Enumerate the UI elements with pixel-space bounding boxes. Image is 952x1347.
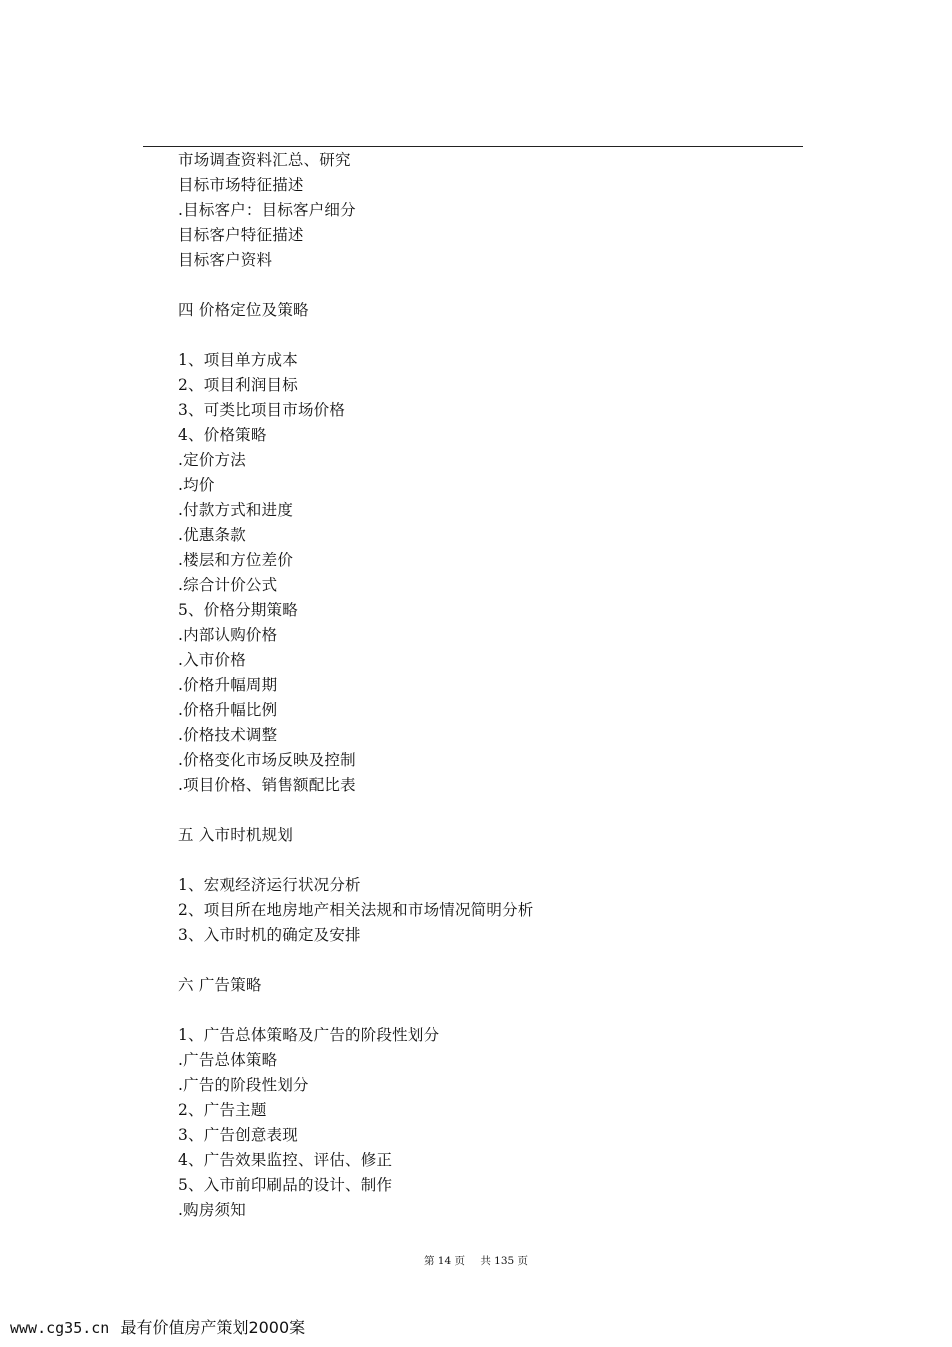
- blank-line: [178, 273, 798, 298]
- document-line: .价格升幅比例: [178, 701, 278, 719]
- site-watermark: [10, 1316, 305, 1340]
- document-line: 1、宏观经济运行状况分析: [178, 876, 361, 894]
- document-line: 1、项目单方成本: [178, 351, 298, 369]
- document-line: 市场调查资料汇总、研究: [178, 151, 351, 169]
- document-line: 目标市场特征描述: [178, 176, 304, 194]
- blank-line: [178, 323, 798, 348]
- document-line: 目标客户资料: [178, 251, 273, 269]
- document-line: 五 入市时机规划: [178, 826, 294, 844]
- watermark-url: www.cg35.cn: [10, 1319, 110, 1337]
- document-line: .广告总体策略: [178, 1051, 278, 1069]
- document-line: .价格升幅周期: [178, 676, 278, 694]
- document-line: .目标客户：目标客户细分: [178, 201, 356, 219]
- page-footer: [0, 1254, 952, 1268]
- page-number: 第 14 页: [423, 1255, 465, 1267]
- document-line: .内部认购价格: [178, 626, 278, 644]
- document-line: 2、广告主题: [178, 1101, 267, 1119]
- document-line: 3、广告创意表现: [178, 1126, 298, 1144]
- document-line: 4、价格策略: [178, 426, 267, 444]
- document-line: .价格变化市场反映及控制: [178, 751, 356, 769]
- document-line: .价格技术调整: [178, 726, 278, 744]
- blank-line: [178, 998, 798, 1023]
- document-line: 2、项目利润目标: [178, 376, 298, 394]
- document-line: 四 价格定位及策略: [178, 301, 309, 319]
- document-line: .项目价格、销售额配比表: [178, 776, 356, 794]
- blank-line: [178, 798, 798, 823]
- document-line: 5、入市前印刷品的设计、制作: [178, 1176, 393, 1194]
- document-line: .定价方法: [178, 451, 246, 469]
- page-total: 共 135 页: [480, 1255, 529, 1267]
- document-line: .楼层和方位差价: [178, 551, 294, 569]
- document-line: 5、价格分期策略: [178, 601, 298, 619]
- document-line: .购房须知: [178, 1201, 246, 1219]
- blank-line: [178, 848, 798, 873]
- document-line: 六 广告策略: [178, 976, 262, 994]
- document-line: 3、可类比项目市场价格: [178, 401, 346, 419]
- blank-line: [178, 948, 798, 973]
- document-line: .均价: [178, 476, 215, 494]
- document-line: 3、入市时机的确定及安排: [178, 926, 361, 944]
- document-line: 1、广告总体策略及广告的阶段性划分: [178, 1026, 440, 1044]
- document-line: .综合计价公式: [178, 576, 278, 594]
- header-divider: [143, 146, 803, 147]
- watermark-slogan: 最有价值房产策划2000案: [120, 1318, 306, 1337]
- document-line: 4、广告效果监控、评估、修正: [178, 1151, 393, 1169]
- document-body: [178, 148, 798, 1223]
- document-line: .入市价格: [178, 651, 246, 669]
- document-line: 2、项目所在地房地产相关法规和市场情况简明分析: [178, 901, 534, 919]
- document-line: 目标客户特征描述: [178, 226, 304, 244]
- document-line: .付款方式和进度: [178, 501, 294, 519]
- document-line: .广告的阶段性划分: [178, 1076, 309, 1094]
- document-line: .优惠条款: [178, 526, 246, 544]
